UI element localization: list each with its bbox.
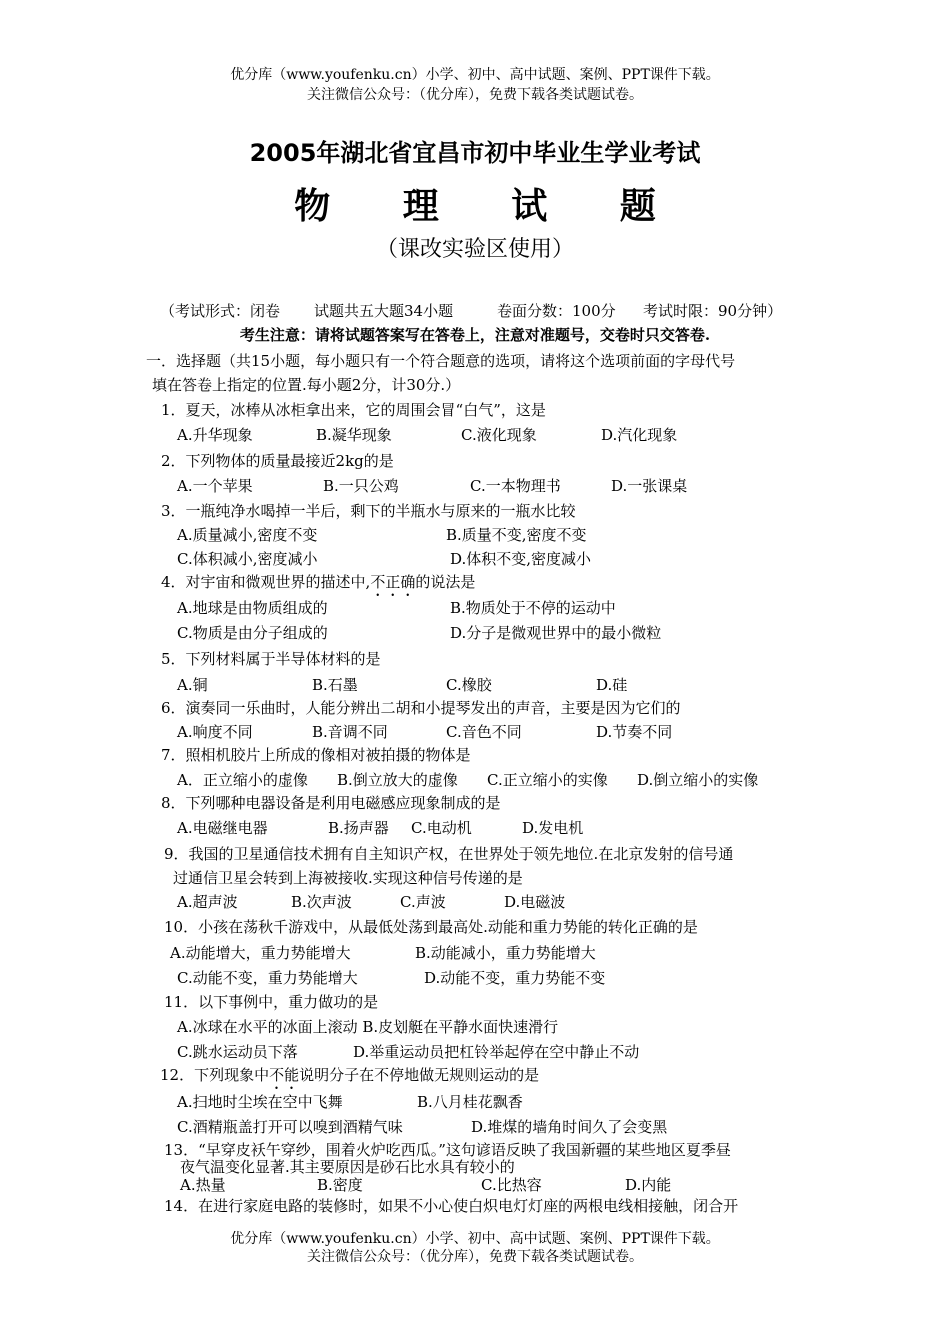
q9-option-d: D.电磁波 xyxy=(504,893,566,911)
q3-option-c: C.体积减小,密度减小 xyxy=(177,550,318,568)
q5-option-b: B.石墨 xyxy=(312,676,358,694)
q1-option-b: B.凝华现象 xyxy=(316,426,392,444)
q13-stem-line1: 13．“早穿皮袄午穿纱，围着火炉吃西瓜。”这句谚语反映了我国新疆的某些地区夏季昼 xyxy=(164,1141,731,1159)
q12-option-d: D.堆煤的墙角时间久了会变黑 xyxy=(471,1118,668,1136)
q13-option-b: B.密度 xyxy=(317,1176,363,1194)
q4-option-b: B.物质处于不停的运动中 xyxy=(450,599,616,617)
exam-time: 考试时限：90分钟） xyxy=(643,302,783,320)
q3-option-a: A.质量减小,密度不变 xyxy=(177,526,318,544)
q9-stem-line2: 过通信卫星会转到上海被接收.实现这种信号传递的是 xyxy=(173,869,523,887)
q13-option-c: C.比热容 xyxy=(481,1176,542,1194)
q10-stem: 10．小孩在荡秋千游戏中，从最低处荡到最高处.动能和重力势能的转化正确的是 xyxy=(164,918,698,936)
q11-option-c: C.跳水运动员下落 xyxy=(177,1043,298,1061)
q3-stem: 3．一瓶纯净水喝掉一半后，剩下的半瓶水与原来的一瓶水比较 xyxy=(161,502,576,520)
q4-stem-emphasis: 不正确 xyxy=(370,573,416,591)
q2-option-d: D.一张课桌 xyxy=(611,477,688,495)
q11-option-a-b: A.冰球在水平的冰面上滚动 B.皮划艇在平静水面快速滑行 xyxy=(177,1018,559,1036)
exam-form: （考试形式：闭卷 xyxy=(160,302,281,320)
q12-stem xyxy=(160,1065,539,1093)
q2-stem: 2．下列物体的质量最接近2kg的是 xyxy=(161,452,394,470)
footer-line-1: 优分库（www.youfenku.cn）小学、初中、高中试题、案例、PPT课件下载。 xyxy=(230,1231,720,1247)
subject-title: 物 理 试 题 xyxy=(294,185,686,227)
q5-option-d: D.硅 xyxy=(596,676,628,694)
q6-stem: 6．演奏同一乐曲时，人能分辨出二胡和小提琴发出的声音，主要是因为它们的 xyxy=(161,699,681,717)
q10-option-d: D.动能不变，重力势能不变 xyxy=(424,969,606,987)
q6-option-d: D.节奏不同 xyxy=(596,723,673,741)
q8-option-c: C.电动机 xyxy=(411,819,472,837)
q9-stem-line1: 9．我国的卫星通信技术拥有自主知识产权，在世界处于领先地位.在北京发射的信号通 xyxy=(164,845,734,863)
q8-option-d: D.发电机 xyxy=(522,819,584,837)
q7-option-a: A．正立缩小的虚像 xyxy=(177,771,308,789)
q2-option-b: B.一只公鸡 xyxy=(323,477,399,495)
q6-option-a: A.响度不同 xyxy=(177,723,253,741)
q7-option-d: D.倒立缩小的实像 xyxy=(637,771,759,789)
q10-option-c: C.动能不变，重力势能增大 xyxy=(177,969,358,987)
q4-option-a: A.地球是由物质组成的 xyxy=(177,599,328,617)
q12-stem-pre: 12．下列现象中 xyxy=(160,1066,270,1084)
q8-stem: 8．下列哪种电器设备是利用电磁感应现象制成的是 xyxy=(161,794,501,812)
q9-option-c: C.声波 xyxy=(400,893,446,911)
q6-option-c: C.音色不同 xyxy=(446,723,522,741)
q1-option-c: C.液化现象 xyxy=(461,426,537,444)
q4-stem-pre: 4．对宇宙和微观世界的描述中, xyxy=(161,573,371,591)
q4-stem xyxy=(161,572,475,600)
q4-option-d: D.分子是微观世界中的最小微粒 xyxy=(450,624,662,642)
q12-option-a: A.扫地时尘埃在空中飞舞 xyxy=(177,1093,343,1111)
q11-option-d: D.举重运动员把杠铃举起停在空中静止不动 xyxy=(353,1043,640,1061)
q9-option-b: B.次声波 xyxy=(291,893,352,911)
section1-intro-line1: 一．选择题（共15小题，每小题只有一个符合题意的选项，请将这个选项前面的字母代号 xyxy=(146,352,736,370)
q10-option-b: B.动能减小，重力势能增大 xyxy=(415,944,596,962)
q1-stem: 1．夏天，冰棒从冰柜拿出来，它的周围会冒“白气”，这是 xyxy=(161,401,546,419)
q5-option-c: C.橡胶 xyxy=(446,676,492,694)
q13-stem-line2: 夜气温变化显著.其主要原因是砂石比水具有较小的 xyxy=(180,1158,515,1176)
q1-option-d: D.汽化现象 xyxy=(601,426,678,444)
q5-option-a: A.铜 xyxy=(177,676,208,694)
q12-option-b: B.八月桂花飘香 xyxy=(417,1093,523,1111)
section1-intro-line2: 填在答卷上指定的位置.每小题2分，计30分.） xyxy=(152,376,461,394)
q11-stem: 11．以下事例中，重力做功的是 xyxy=(164,993,379,1011)
q4-option-c: C.物质是由分子组成的 xyxy=(177,624,328,642)
q9-option-a: A.超声波 xyxy=(177,893,238,911)
exam-score: 卷面分数：100分 xyxy=(497,302,616,320)
q8-option-b: B.扬声器 xyxy=(328,819,389,837)
header-line-2: 关注微信公众号：（优分库），免费下载各类试题试卷。 xyxy=(307,87,643,103)
q2-option-c: C.一本物理书 xyxy=(470,477,561,495)
q2-option-a: A.一个苹果 xyxy=(177,477,253,495)
q3-option-b: B.质量不变,密度不变 xyxy=(446,526,587,544)
header-line-1: 优分库（www.youfenku.cn）小学、初中、高中试题、案例、PPT课件下载。 xyxy=(230,67,720,83)
usage-note: （课改实验区使用） xyxy=(375,237,574,262)
q14-stem: 14．在进行家庭电路的装修时，如果不小心使白炽电灯灯座的两根电线相接触，闭合开 xyxy=(164,1197,739,1215)
q7-option-c: C.正立缩小的实像 xyxy=(487,771,608,789)
q12-stem-emphasis: 不能 xyxy=(269,1066,300,1084)
q13-option-a: A.热量 xyxy=(180,1176,226,1194)
q4-stem-post: 的说法是 xyxy=(415,573,476,591)
q10-option-a: A.动能增大，重力势能增大 xyxy=(170,944,351,962)
q7-option-b: B.倒立放大的虚像 xyxy=(337,771,458,789)
q12-option-c: C.酒精瓶盖打开可以嗅到酒精气味 xyxy=(177,1118,403,1136)
q6-option-b: B.音调不同 xyxy=(312,723,388,741)
q5-stem: 5．下列材料属于半导体材料的是 xyxy=(161,650,381,668)
q8-option-a: A.电磁继电器 xyxy=(177,819,268,837)
exam-total: 试题共五大题34小题 xyxy=(314,302,454,320)
q13-option-d: D.内能 xyxy=(625,1176,672,1194)
q12-stem-post: 说明分子在不停地做无规则运动的是 xyxy=(299,1066,540,1084)
q3-option-d: D.体积不变,密度减小 xyxy=(450,550,592,568)
footer-line-2: 关注微信公众号：（优分库），免费下载各类试题试卷。 xyxy=(307,1249,643,1265)
q7-stem: 7．照相机胶片上所成的像相对被拍摄的物体是 xyxy=(161,746,471,764)
q1-option-a: A.升华现象 xyxy=(177,426,253,444)
exam-notice: 考生注意：请将试题答案写在答卷上，注意对准题号，交卷时只交答卷. xyxy=(239,326,711,344)
exam-title: 2005年湖北省宜昌市初中毕业生学业考试 xyxy=(249,139,701,167)
